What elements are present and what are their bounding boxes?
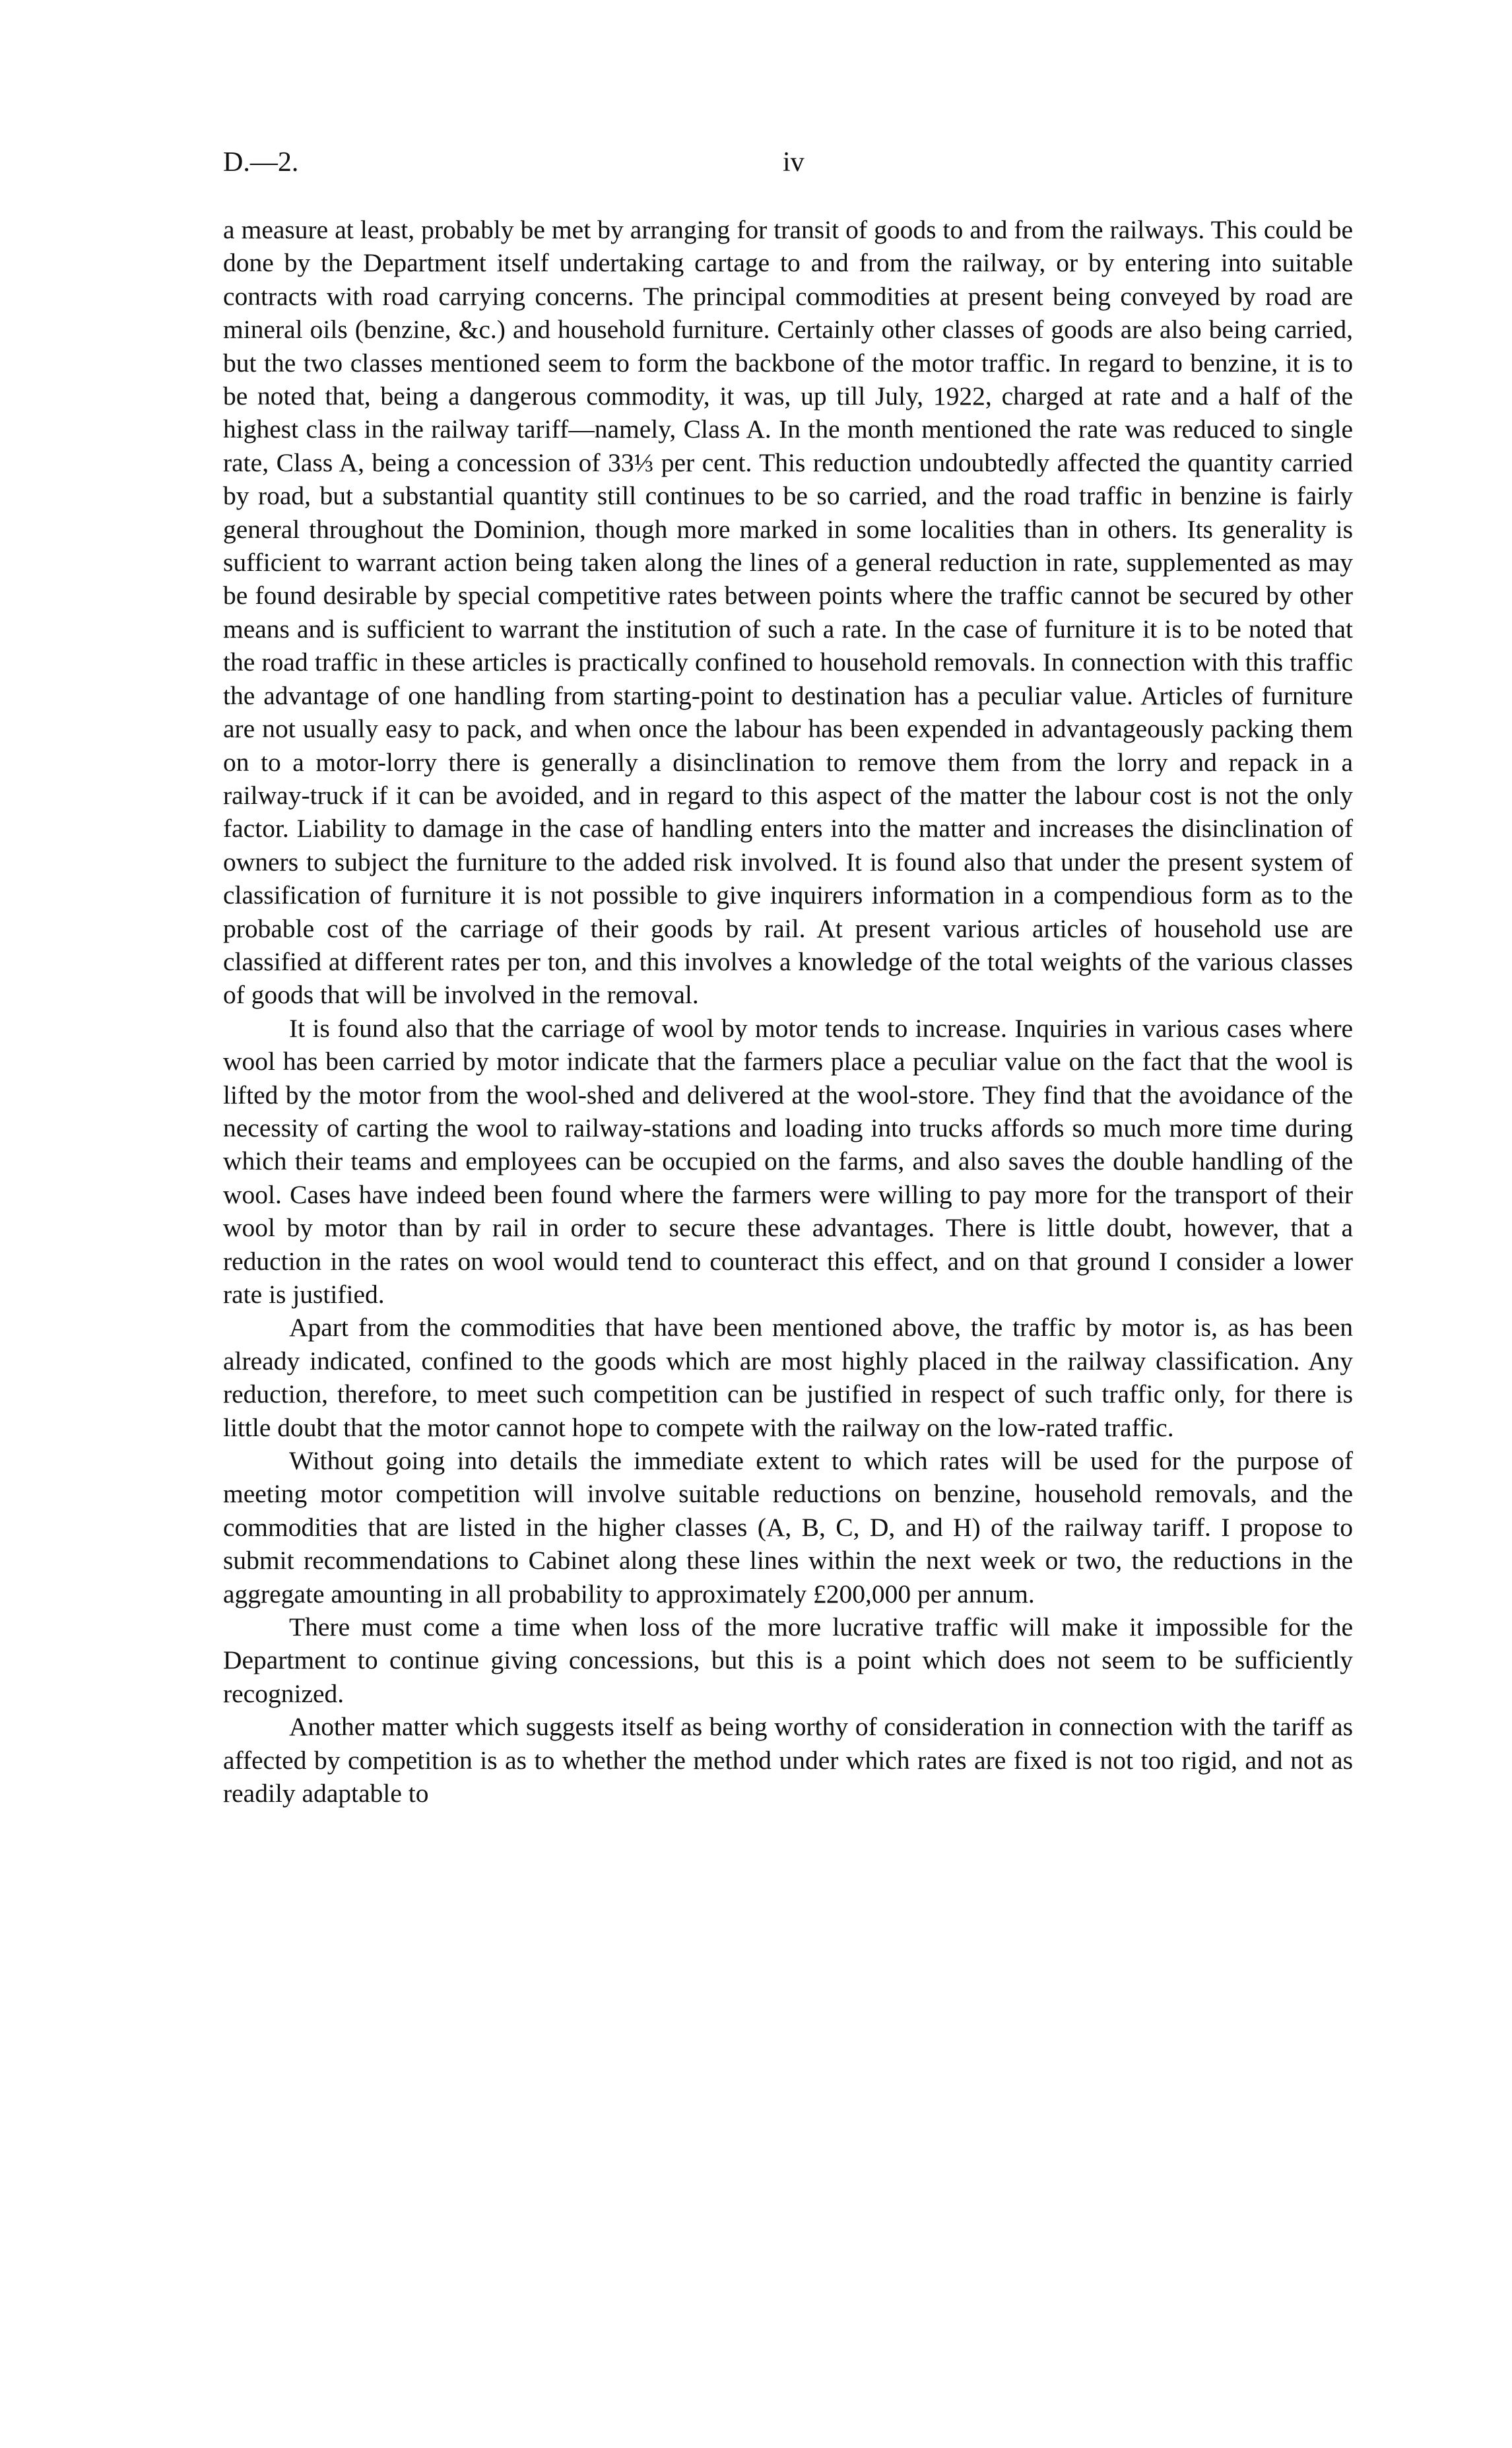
page-header — [223, 147, 1353, 186]
body-text — [223, 213, 1353, 1810]
paragraph-high-class-traffic: Apart from the commodities that have been mentioned above, the traffic by motor is, as has been already indicated, confined to the goods which are most highly placed in the railway classification. Any reduction, therefore, to meet such competition can be justified in respect of such traffic only, for there is little doubt that the motor cannot hope to compete with the railway on the low-rated traffic. — [223, 1313, 1353, 1442]
paragraph-concessions-limit: There must come a time when loss of the more lucrative traffic will make it impossible for the Department to continue giving concessions, but this is a point which does not seem to be sufficiently recognized. — [223, 1612, 1353, 1708]
paragraph-continuation: a measure at least, probably be met by arranging for transit of goods to and from the railways. This could be done by the Department itself undertaking cartage to and from the railway, or by entering into suitable contracts with road carrying concerns. The principal commodities at present being conveyed by road are mineral oils (benzine, &c.) and household furniture. Certainly other classes of goods are also being carried, but the two classes mentioned seem to form the backbone of the motor traffic. In regard to benzine, it is to be noted that, being a dangerous commodity, it was, up till July, 1922, charged at rate and a half of the highest class in the railway tariff—namely, Class A. In the month mentioned the rate was reduced to single rate, Class A, being a concession of 33⅓ per cent. This reduction undoubtedly affected the quantity carried by road, but a substantial quantity still continues to be so carried, and the road traffic in benzine is fairly general throughout the Dominion, though more marked in some localities than in others. Its generality is sufficient to warrant action being taken along the lines of a general reduction in rate, supplemented as may be found desirable by special competitive rates between points where the traffic cannot be secured by other means and is sufficient to warrant the institution of such a rate. In the case of furniture it is to be noted that the road traffic in these articles is practically confined to household removals. In connection with this traffic the advantage of one handling from starting-point to destination has a peculiar value. Articles of furniture are not usually easy to pack, and when once the labour has been expended in advantageously packing them on to a motor-lorry there is generally a disinclination to remove them from the lorry and repack in a railway-truck if it can be avoided, and in regard to this aspect of the matter the labour cost is not the only factor. Liability to damage in the case of handling enters into the matter and increases the disinclination of owners to subject the furniture to the added risk involved. It is found also that under the present system of classification of furniture it is not possible to give inquirers information in a compendious form as to the probable cost of the carriage of their goods by rail. At present various articles of household use are classified at different rates per ton, and this involves a knowledge of the total weights of the various classes of goods that will be involved in the removal. — [223, 215, 1353, 1010]
document-reference: D.—2. — [223, 147, 299, 178]
paragraph-wool: It is found also that the carriage of wool by motor tends to increase. Inquiries in various cases where wool has been carried by motor indicate that the farmers place a peculiar value on the fact that the wool is lifted by the motor from the wool-shed and delivered at the wool-store. They find that the avoidance of the necessity of carting the wool to railway-stations and loading into trucks affords so much more time during which their teams and employees can be occupied on the farms, and also saves the double handling of the wool. Cases have indeed been found where the farmers were willing to pay more for the transport of their wool by motor than by rail in order to secure these advantages. There is little doubt, however, that a reduction in the rates on wool would tend to counteract this effect, and on that ground I consider a lower rate is justified. — [223, 1013, 1353, 1309]
paragraph-rate-rigidity: Another matter which suggests itself as being worthy of consideration in connection with the tariff as affected by competition is as to whether the method under which rates are fixed is not too rigid, and not as readily adaptable to — [223, 1712, 1353, 1808]
page-number: iv — [783, 147, 805, 178]
paragraph-rate-reductions: Without going into details the immediate extent to which rates will be used for the purpose of meeting motor competition will involve suitable reductions on benzine, household removals, and the commodities that are listed in the higher classes (A, B, C, D, and H) of the railway tariff. I propose to submit recommendations to Cabinet along these lines within the next week or two, the reductions in the aggregate amounting in all probability to approximately £200,000 per annum. — [223, 1446, 1353, 1608]
